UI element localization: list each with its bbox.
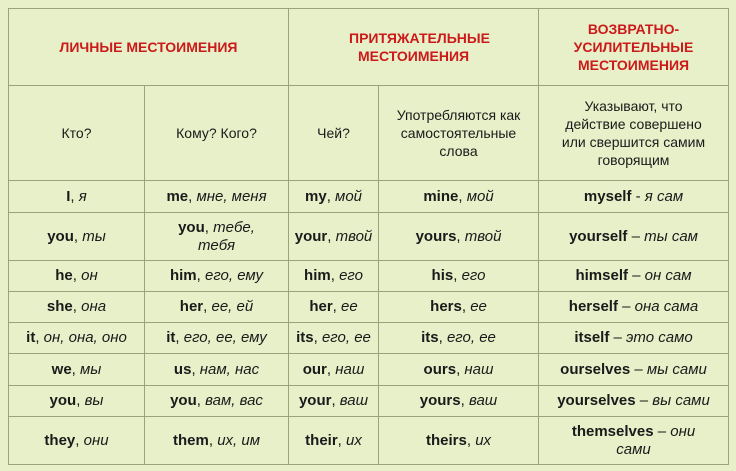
pronoun-separator: , <box>72 267 82 284</box>
pronoun-separator: , <box>313 329 322 346</box>
pronoun-russian: ты <box>82 227 106 245</box>
pronoun-separator: , <box>71 360 81 378</box>
subheader-row <box>9 86 729 181</box>
pronoun-separator: , <box>337 431 347 449</box>
pronoun-english: us <box>173 360 192 378</box>
cell-subject <box>9 323 145 354</box>
pronoun-separator: – <box>627 227 645 245</box>
pronoun-english: its <box>296 329 314 346</box>
pronoun-russian: мне, меня <box>196 187 267 205</box>
pronoun-english: my <box>305 187 327 205</box>
pronoun-russian: ее <box>341 298 358 315</box>
subheader-whose: Чей? <box>289 86 379 181</box>
pronoun-russian: его, ее, ему <box>183 329 267 346</box>
pronoun-russian: вы сами <box>652 392 710 409</box>
pronoun-english: he <box>55 267 73 284</box>
pronoun-english: yourself <box>569 227 628 245</box>
pronoun-separator: , <box>75 431 84 449</box>
pronoun-separator: , <box>332 298 342 315</box>
pronoun-russian: твой <box>335 227 373 245</box>
pronoun-english: itself <box>574 329 610 346</box>
cell-subject <box>9 354 145 386</box>
pronoun-english: hers <box>430 298 462 315</box>
cell-possessive <box>289 261 379 292</box>
cell-object <box>145 292 289 323</box>
pronoun-english: them <box>173 431 209 449</box>
pronoun-russian: он <box>81 267 98 284</box>
pronoun-russian: его <box>339 267 363 284</box>
header-possessive: ПРИТЯЖАТЕЛЬНЫЕ МЕСТОИМЕНИЯ <box>289 9 539 86</box>
pronoun-russian: я <box>78 187 87 205</box>
pronoun-russian: ее <box>470 298 487 315</box>
pronoun-english: theirs <box>425 431 467 449</box>
pronoun-separator: , <box>76 392 85 409</box>
cell-object <box>145 181 289 213</box>
pronoun-russian: тебе, тебя <box>197 218 255 254</box>
pronoun-english: ours <box>423 360 457 378</box>
pronoun-russian: она <box>81 298 107 315</box>
cell-reflexive <box>539 213 729 261</box>
cell-object <box>145 213 289 261</box>
pronoun-english: you <box>49 392 77 409</box>
cell-possessive <box>289 417 379 465</box>
cell-independent <box>379 323 539 354</box>
pronoun-english: it <box>26 329 36 346</box>
pronoun-english: they <box>44 431 76 449</box>
cell-independent <box>379 213 539 261</box>
cell-subject <box>9 417 145 465</box>
pronoun-russian: вам, вас <box>205 392 263 409</box>
table-row <box>9 213 729 261</box>
pronoun-separator: , <box>191 360 200 378</box>
table-row <box>9 181 729 213</box>
pronoun-english: her <box>179 298 204 315</box>
cell-subject <box>9 213 145 261</box>
pronoun-separator: , <box>208 431 218 449</box>
pronoun-separator: , <box>330 267 340 284</box>
pronoun-english: her <box>309 298 333 315</box>
table-row <box>9 386 729 417</box>
cell-possessive <box>289 354 379 386</box>
table-row <box>9 261 729 292</box>
pronoun-english: him <box>304 267 331 284</box>
pronoun-separator: , <box>456 227 465 245</box>
pronoun-english: their <box>305 431 338 449</box>
pronoun-russian: ваш <box>468 392 498 409</box>
pronoun-rows <box>9 181 729 465</box>
pronoun-english: yours <box>419 392 461 409</box>
pronoun-russian: нам, нас <box>199 360 260 378</box>
pronoun-russian: они <box>83 431 109 449</box>
pronoun-russian: их, им <box>217 431 260 449</box>
cell-subject <box>9 386 145 417</box>
pronoun-english: themselves <box>571 422 654 440</box>
pronoun-separator: – <box>617 298 635 315</box>
cell-subject <box>9 292 145 323</box>
pronoun-english: you <box>178 218 205 236</box>
cell-possessive <box>289 292 379 323</box>
pronoun-english: yours <box>415 227 457 245</box>
pronoun-russian: вы <box>84 392 104 409</box>
pronoun-russian: его, ему <box>204 267 264 284</box>
table-row <box>9 417 729 465</box>
pronoun-separator: , <box>438 329 447 346</box>
cell-independent <box>379 386 539 417</box>
cell-possessive <box>289 213 379 261</box>
header-reflexive: ВОЗВРАТНО-УСИЛИТЕЛЬНЫЕ МЕСТОИМЕНИЯ <box>539 9 729 86</box>
pronoun-separator: – <box>635 392 653 409</box>
pronoun-separator: , <box>326 360 336 378</box>
pronoun-separator: , <box>196 392 206 409</box>
pronoun-russian: ваш <box>339 392 369 409</box>
pronoun-separator: , <box>73 227 83 245</box>
pronoun-english: yourselves <box>557 392 636 409</box>
cell-object <box>145 354 289 386</box>
pronoun-separator: , <box>35 329 44 346</box>
pronoun-separator: , <box>203 298 212 315</box>
pronoun-russian: ее, ей <box>211 298 254 315</box>
pronoun-english: its <box>421 329 439 346</box>
cell-possessive <box>289 181 379 213</box>
table-row <box>9 292 729 323</box>
pronoun-russian: он, она, оно <box>43 329 127 346</box>
pronoun-english: him <box>169 267 197 284</box>
pronoun-russian: его, ее <box>321 329 371 346</box>
pronoun-russian: мой <box>335 187 363 205</box>
pronoun-english: myself <box>583 187 632 205</box>
cell-reflexive <box>539 292 729 323</box>
cell-object <box>145 417 289 465</box>
pronoun-separator: , <box>453 267 462 284</box>
pronoun-separator: , <box>175 329 184 346</box>
pronoun-russian: это само <box>626 329 693 346</box>
pronoun-russian: он сам <box>644 267 692 284</box>
cell-reflexive <box>539 323 729 354</box>
pronoun-russian: его <box>461 267 486 284</box>
pronoun-english: she <box>46 298 73 315</box>
pronoun-separator: , <box>204 218 214 236</box>
pronoun-russian: она сама <box>634 298 699 315</box>
pronoun-english: it <box>166 329 176 346</box>
pronoun-russian: мой <box>466 187 494 205</box>
subheader-reflexive-desc: Указывают, что действие совершено или свершится самим говорящим <box>539 86 729 181</box>
cell-possessive <box>289 386 379 417</box>
cell-independent <box>379 181 539 213</box>
cell-independent <box>379 417 539 465</box>
pronoun-english: me <box>166 187 189 205</box>
cell-independent <box>379 261 539 292</box>
pronoun-english: ourselves <box>560 360 631 378</box>
pronoun-english: herself <box>568 298 618 315</box>
subheader-independent: Употребляются как самостоятельные слова <box>379 86 539 181</box>
pronoun-separator: , <box>458 187 467 205</box>
cell-independent <box>379 292 539 323</box>
subheader-who: Кто? <box>9 86 145 181</box>
cell-object <box>145 323 289 354</box>
pronoun-english: your <box>294 227 328 245</box>
pronoun-english: you <box>170 392 197 409</box>
pronoun-russian: мы сами <box>646 360 707 378</box>
pronoun-separator: , <box>188 187 197 205</box>
table-row <box>9 323 729 354</box>
cell-reflexive <box>539 417 729 465</box>
pronoun-russian: наш <box>335 360 365 378</box>
subheader-whom: Кому? Кого? <box>145 86 289 181</box>
pronoun-separator: – <box>630 360 647 378</box>
pronoun-english: our <box>302 360 327 378</box>
pronoun-separator: , <box>72 298 82 315</box>
pronoun-russian: они сами <box>616 422 696 458</box>
pronoun-separator: – <box>627 267 645 284</box>
header-personal: ЛИЧНЫЕ МЕСТОИМЕНИЯ <box>9 9 289 86</box>
cell-reflexive <box>539 354 729 386</box>
pronoun-separator: , <box>461 298 471 315</box>
pronoun-english: you <box>47 227 74 245</box>
pronoun-english: himself <box>575 267 628 284</box>
pronoun-english: mine <box>423 187 459 205</box>
pronoun-separator: , <box>327 227 336 245</box>
pronoun-separator: , <box>70 187 79 205</box>
pronoun-english: your <box>298 392 332 409</box>
header-row <box>9 9 729 86</box>
pronoun-russian: ты сам <box>644 227 698 245</box>
pronoun-russian: их <box>346 431 362 449</box>
pronoun-russian: его, ее <box>446 329 496 346</box>
pronoun-separator: , <box>466 431 476 449</box>
pronoun-separator: – <box>609 329 627 346</box>
pronoun-russian: твой <box>464 227 502 245</box>
pronoun-english: I <box>66 187 71 205</box>
cell-object <box>145 261 289 292</box>
pronoun-table <box>8 8 729 465</box>
cell-reflexive <box>539 386 729 417</box>
table-row <box>9 354 729 386</box>
pronoun-separator: , <box>460 392 469 409</box>
pronoun-separator: , <box>331 392 340 409</box>
cell-subject <box>9 181 145 213</box>
pronoun-russian: наш <box>464 360 494 378</box>
cell-reflexive <box>539 181 729 213</box>
cell-possessive <box>289 323 379 354</box>
pronoun-russian: мы <box>80 360 102 378</box>
pronoun-separator: , <box>196 267 205 284</box>
pronoun-separator: , <box>326 187 336 205</box>
pronoun-separator: , <box>456 360 465 378</box>
pronoun-russian: их <box>475 431 492 449</box>
pronoun-english: we <box>51 360 72 378</box>
pronoun-separator: – <box>653 422 671 440</box>
pronoun-separator: - <box>631 187 645 205</box>
pronoun-english: his <box>431 267 454 284</box>
pronoun-russian: я сам <box>644 187 684 205</box>
cell-object <box>145 386 289 417</box>
cell-reflexive <box>539 261 729 292</box>
cell-independent <box>379 354 539 386</box>
cell-subject <box>9 261 145 292</box>
